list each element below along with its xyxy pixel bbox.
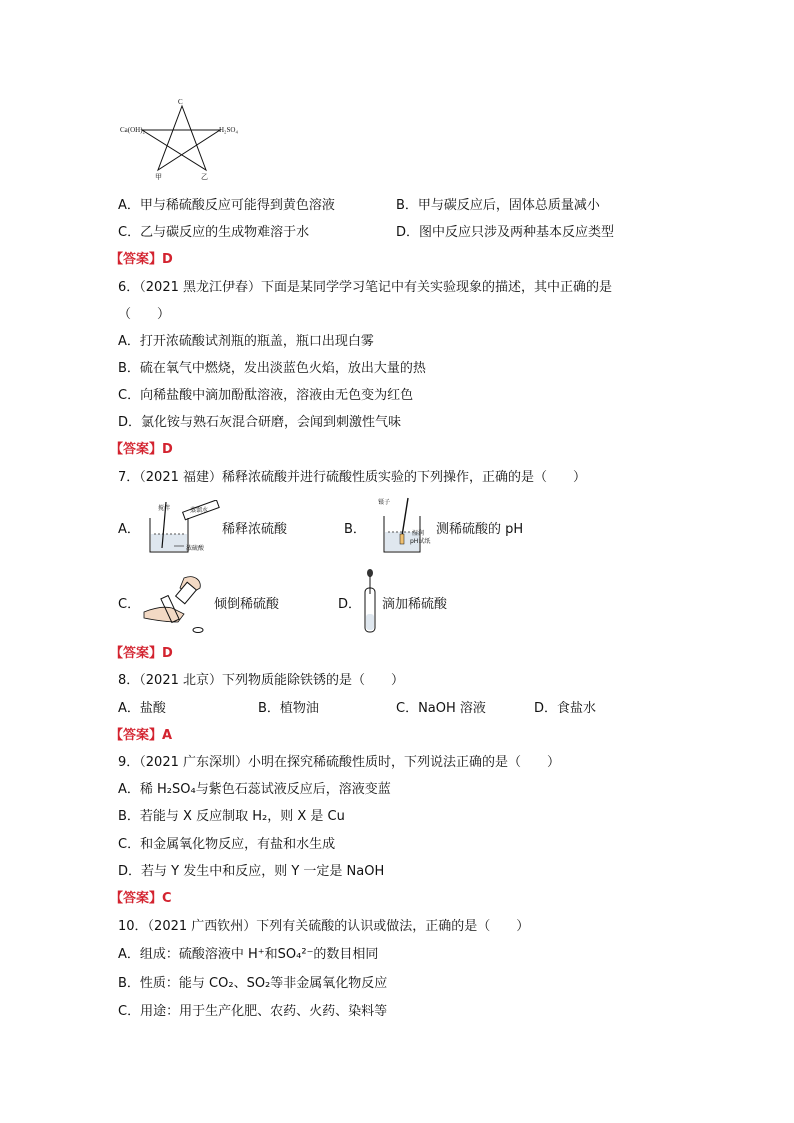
q7-a-tag-acid: 浓硫酸	[186, 545, 205, 552]
q5-answer: 【答案】D	[110, 252, 173, 267]
q6-paren: （ ）	[118, 307, 171, 322]
q6-option-d: D．氯化铵与熟石灰混合研磨，会闻到刺激性气味	[118, 415, 402, 430]
q9-option-b: B．若能与 X 反应制取 H₂，则 X 是 Cu	[118, 809, 345, 824]
q8-option-c: C．NaOH 溶液	[396, 701, 486, 716]
q9-option-d: D．若与 Y 发生中和反应，则 Y 一定是 NaOH	[118, 864, 385, 879]
star-outline	[142, 106, 220, 170]
q6-option-a: A．打开浓硫酸试剂瓶的瓶盖，瓶口出现白雾	[118, 334, 374, 349]
q10-option-c: C．用途：用于生产化肥、农药、火药、染料等	[118, 1004, 388, 1019]
q10-option-b: B．性质：能与 CO₂、SO₂等非金属氧化物反应	[118, 976, 388, 991]
reaction-star-diagram	[120, 94, 250, 184]
q7-a-tag-water: 蒸馏水	[190, 507, 209, 514]
q9-option-c: C．和金属氧化物反应，有盐和水生成	[118, 837, 336, 852]
q7-option-c-text: 倾倒稀硫酸	[214, 597, 280, 612]
q6-option-c: C．向稀盐酸中滴加酚酞溶液，溶液由无色变为红色	[118, 388, 414, 403]
drop-acid-illustration	[362, 568, 378, 634]
q8-option-d: D．食盐水	[534, 701, 597, 716]
q9-stem: 9．（2021 广东深圳）小明在探究稀硫酸性质时，下列说法正确的是（ ）	[118, 755, 560, 770]
q5-option-b: B．甲与碳反应后，固体总质量减小	[396, 198, 600, 213]
q5-option-d: D．图中反应只涉及两种基本反应类型	[396, 225, 615, 240]
q7-a-tag-stir: 搅拌	[158, 505, 171, 512]
q9-option-a: A．稀 H₂SO₄与紫色石蕊试液反应后，溶液变蓝	[118, 782, 391, 797]
q5-option-a: A．甲与稀硫酸反应可能得到黄色溶液	[118, 198, 335, 213]
star-node-right: H₂SO₄	[219, 126, 238, 134]
q7-option-b-text: 测稀硫酸的 pH	[436, 522, 524, 537]
q7-answer: 【答案】D	[110, 646, 173, 661]
q8-option-a: A．盐酸	[118, 701, 166, 716]
q8-stem: 8．（2021 北京）下列物质能除铁锈的是（ ）	[118, 673, 404, 688]
q6-answer: 【答案】D	[110, 442, 173, 457]
q6-stem: 6．（2021 黑龙江伊春）下面是某同学学习笔记中有关实验现象的描述，其中正确的是	[118, 280, 612, 295]
q7-option-c-label: C．	[118, 597, 141, 612]
q7-option-a-label: A．	[118, 522, 140, 537]
q8-option-b: B．植物油	[258, 701, 319, 716]
q9-answer: 【答案】C	[110, 891, 172, 906]
star-node-top: C	[178, 98, 183, 106]
q7-b-tag-tweezers: 镊子	[378, 499, 391, 506]
star-node-bottom-left: 甲	[155, 173, 162, 181]
q7-option-d-label: D．	[338, 597, 362, 612]
q8-answer: 【答案】A	[110, 728, 173, 743]
q10-stem: 10．（2021 广西钦州）下列有关硫酸的认识或做法，正确的是（ ）	[118, 919, 530, 934]
q5-option-c: C．乙与碳反应的生成物难溶于水	[118, 225, 310, 240]
pour-acid-illustration	[140, 570, 210, 634]
q7-option-d-text: 滴加稀硫酸	[382, 597, 448, 612]
q7-b-tag-paper2: pH试纸	[410, 538, 431, 545]
q7-option-b-label: B．	[344, 522, 366, 537]
q7-option-a-text: 稀释浓硫酸	[222, 522, 288, 537]
q7-stem: 7．（2021 福建）稀释浓硫酸并进行硫酸性质实验的下列操作，正确的是（ ）	[118, 470, 586, 485]
dilution-beaker-illustration	[144, 500, 222, 556]
star-node-left: Ca(OH)₂	[120, 126, 145, 134]
q10-option-a: A．组成：硫酸溶液中 H⁺和SO₄²⁻的数目相同	[118, 947, 379, 962]
q7-b-tag-paper: 湿润	[412, 530, 425, 537]
q6-option-b: B．硫在氧气中燃烧，发出淡蓝色火焰，放出大量的热	[118, 361, 426, 376]
star-node-bottom-right: 乙	[201, 173, 208, 181]
